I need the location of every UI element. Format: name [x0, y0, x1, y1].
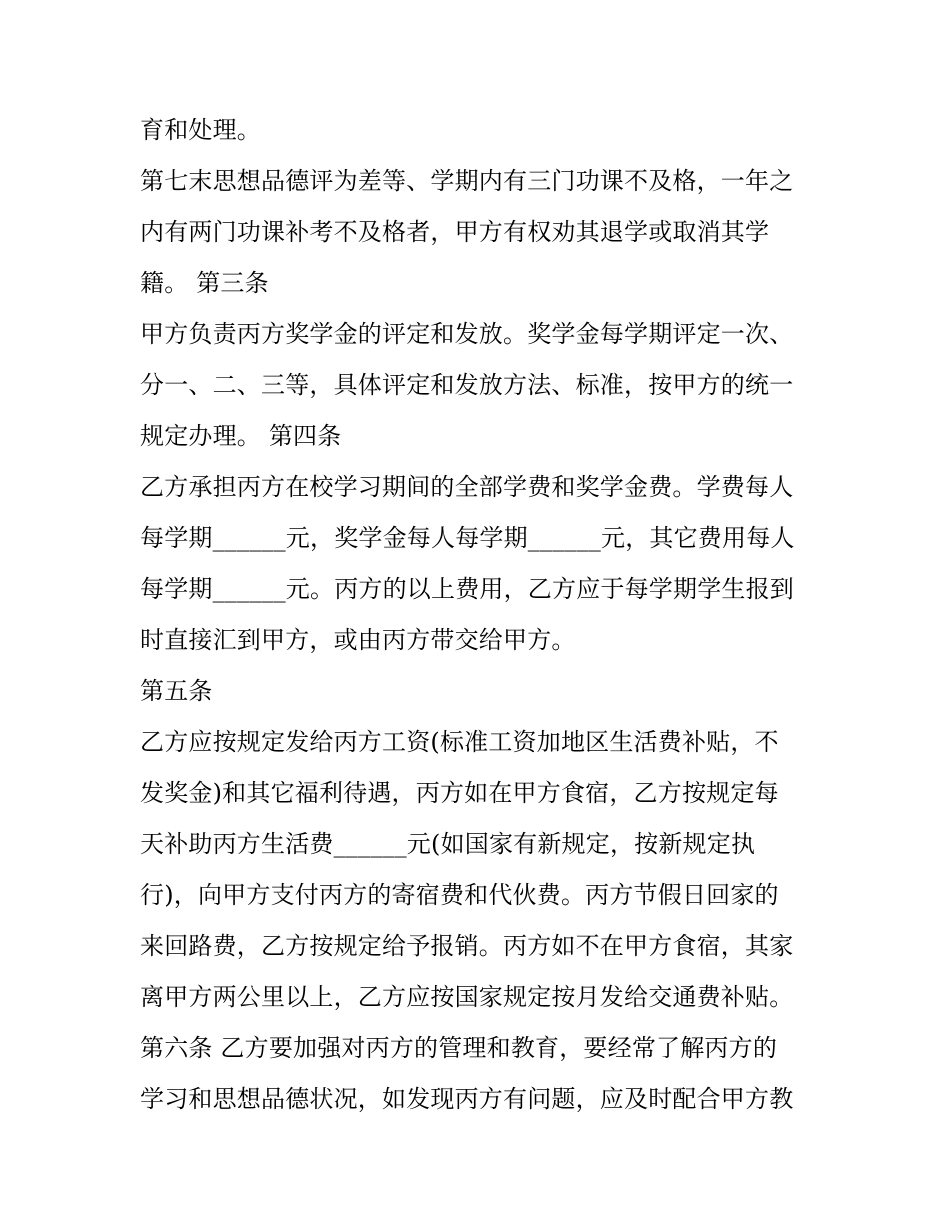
text-line: 乙方应按规定发给丙方工资(标准工资加地区生活费补贴，不 [140, 728, 779, 756]
text-line: 行)，向甲方支付丙方的寄宿费和代伙费。丙方节假日回家的 [140, 881, 779, 909]
text-line: 学习和思想品德状况，如发现丙方有问题，应及时配合甲方教 [140, 1085, 794, 1113]
text-line: 甲方负责丙方奖学金的评定和发放。奖学金每学期评定一次、 [140, 320, 794, 348]
text-line: 时直接汇到甲方，或由丙方带交给甲方。 [140, 626, 576, 654]
text-line: 第七末思想品德评为差等、学期内有三门功课不及格，一年之 [140, 167, 794, 195]
text-line: 来回路费，乙方按规定给予报销。丙方如不在甲方食宿，其家 [140, 932, 794, 960]
text-line: 发奖金)和其它福利待遇，丙方如在甲方食宿，乙方按规定每 [140, 779, 779, 807]
text-line: 天补助丙方生活费______元(如国家有新规定，按新规定执 [140, 830, 756, 858]
text-line: 离甲方两公里以上，乙方应按国家规定按月发给交通费补贴。 [140, 983, 794, 1011]
text-line: 乙方承担丙方在校学习期间的全部学费和奖学金费。学费每人 [140, 473, 794, 501]
text-line: 籍。 第三条 [140, 269, 269, 297]
text-line: 分一、二、三等，具体评定和发放方法、标准，按甲方的统一 [140, 371, 794, 399]
text-line: 内有两门功课补考不及格者，甲方有权劝其退学或取消其学 [140, 218, 770, 246]
text-line: 第五条 [140, 677, 213, 705]
text-line: 育和处理。 [140, 116, 261, 144]
text-line: 第六条 乙方要加强对丙方的管理和教育，要经常了解丙方的 [140, 1034, 778, 1062]
contract-text [140, 108, 820, 1128]
text-line: 每学期______元，奖学金每人每学期______元，其它费用每人 [140, 524, 795, 552]
text-line: 规定办理。 第四条 [140, 422, 342, 450]
text-line: 每学期______元。丙方的以上费用，乙方应于每学期学生报到 [140, 575, 794, 603]
